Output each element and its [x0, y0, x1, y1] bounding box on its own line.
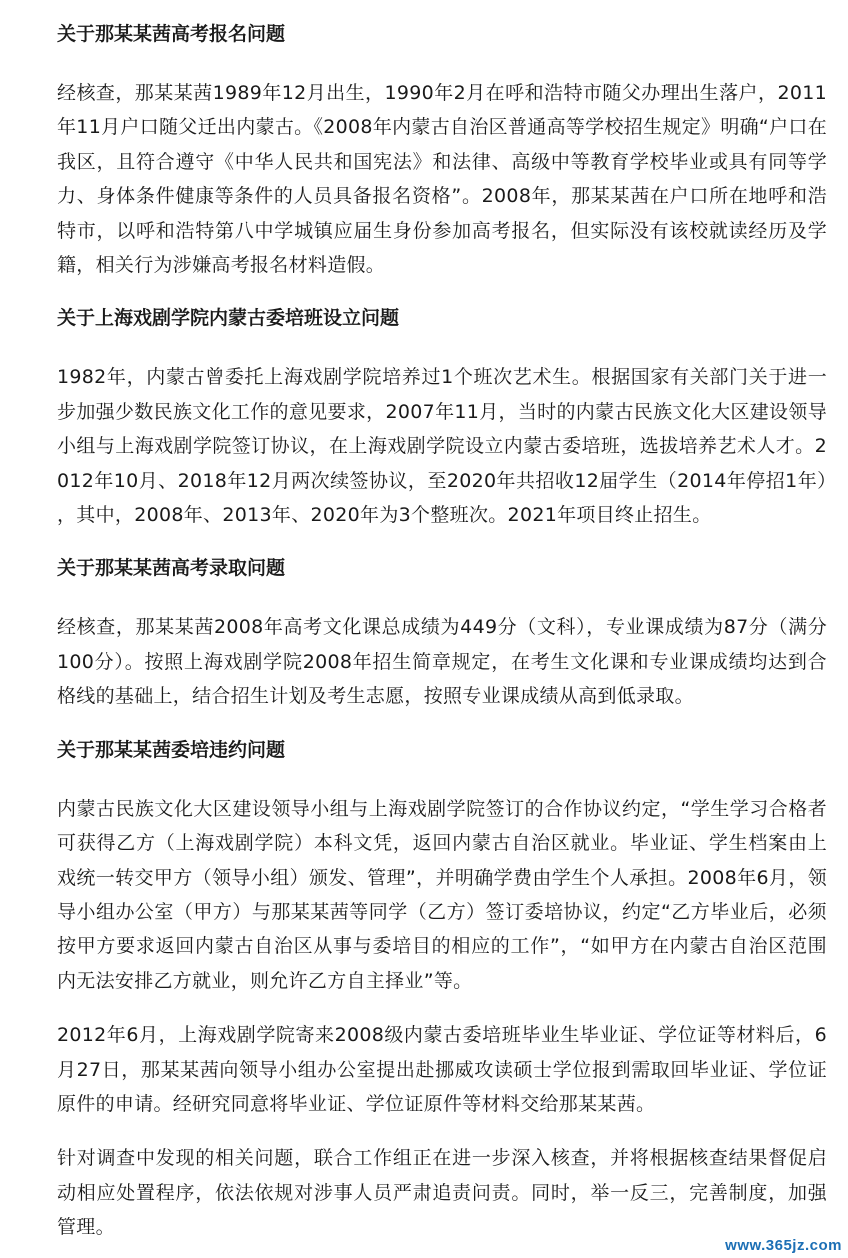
section-paragraph: 经核查，那某某茜2008年高考文化课总成绩为449分（文科），专业课成绩为87分（满分100分）。按照上海戏剧学院2008年招生简章规定，在考生文化课和专业课成绩均达到合格线的基础上，结合招生计划及考生志愿，按照专业课成绩从高到低录取。	[57, 616, 827, 708]
site-watermark: www.365jz.com	[725, 1237, 842, 1254]
section-heading-training-class: 关于上海戏剧学院内蒙古委培班设立问题	[57, 307, 400, 330]
section-paragraph: 经核查，那某某茜1989年12月出生，1990年2月在呼和浩特市随父办理出生落户，2011年11月户口随父迁出内蒙古。《2008年内蒙古自治区普通高等学校招生规定》明确“户口在我区，且符合遵守《中华人民共和国宪法》和法律、高级中等教育学校毕业或具有同等学力、身体条件健康等条件的人员具备报名资格”。2008年，那某某茜在户口所在地呼和浩特市，以呼和浩特第八中学城镇应届生身份参加高考报名，但实际没有该校就读经历及学籍，相关行为涉嫌高考报名材料造假。	[57, 82, 827, 277]
section-paragraph: 1982年，内蒙古曾委托上海戏剧学院培养过1个班次艺术生。根据国家有关部门关于进一步加强少数民族文化工作的意见要求，2007年11月，当时的内蒙古民族文化大区建设领导小组与上海戏剧学院签订协议，在上海戏剧学院设立内蒙古委培班，选拔培养艺术人才。2012年10月、2018年12月两次续签协议，至2020年共招收12届学生（2014年停招1年），其中，2008年、2013年、2020年为3个整班次。2021年项目终止招生。	[57, 366, 827, 527]
section-paragraph: 内蒙古民族文化大区建设领导小组与上海戏剧学院签订的合作协议约定，“学生学习合格者可获得乙方（上海戏剧学院）本科文凭，返回内蒙古自治区就业。毕业证、学生档案由上戏统一转交甲方（领导小组）颁发、管理”，并明确学费由学生个人承担。2008年6月，领导小组办公室（甲方）与那某某茜等同学（乙方）签订委培协议，约定“乙方毕业后，必须按甲方要求返回内蒙古自治区从事与委培目的相应的工作”，“如甲方在内蒙古自治区范围内无法安排乙方就业，则允许乙方自主择业”等。	[57, 797, 827, 992]
section-paragraph-closing: 针对调查中发现的相关问题，联合工作组正在进一步深入核查，并将根据核查结果督促启动相应处置程序，依法依规对涉事人员严肃追责问责。同时，举一反三，完善制度，加强管理。	[57, 1147, 827, 1239]
section-heading-admission: 关于那某某茜高考录取问题	[57, 557, 286, 580]
article-body	[57, 18, 827, 1245]
section-heading-registration: 关于那某某茜高考报名问题	[57, 23, 286, 45]
section-paragraph: 2012年6月，上海戏剧学院寄来2008级内蒙古委培班毕业生毕业证、学位证等材料后，6月27日，那某某茜向领导小组办公室提出赴挪威攻读硕士学位报到需取回毕业证、学位证原件的申请。经研究同意将毕业证、学位证原件等材料交给那某某茜。	[57, 1024, 827, 1115]
section-heading-contract-breach: 关于那某某茜委培违约问题	[57, 738, 286, 761]
